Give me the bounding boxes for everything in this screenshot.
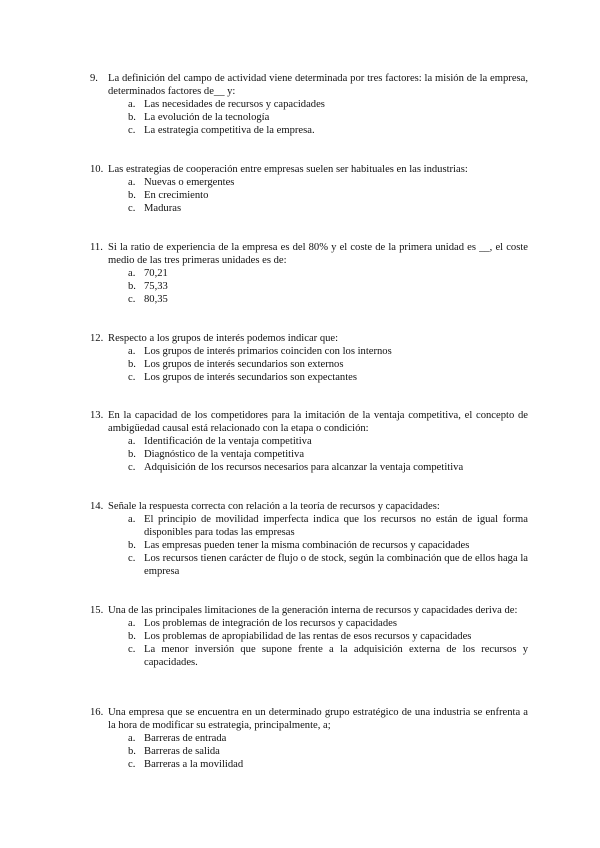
option-letter: a. [128, 346, 136, 357]
option-text: Nuevas o emergentes [144, 177, 235, 188]
question-number: 10. [90, 164, 104, 175]
option-b [90, 280, 528, 293]
option-list [90, 435, 528, 474]
option-letter: c. [128, 203, 136, 214]
question-text: Respecto a los grupos de interés podemos indicar que: [108, 333, 339, 344]
option-letter: a. [128, 436, 136, 447]
question-9 [90, 72, 528, 137]
question-number: 11. [90, 242, 103, 253]
option-a [90, 176, 528, 189]
option-list [90, 98, 528, 137]
option-a [90, 435, 528, 448]
question-number: 14. [90, 501, 104, 512]
option-c [90, 124, 528, 137]
option-letter: c. [128, 125, 136, 136]
option-text: Los problemas de apropiabilidad de las rentas de esos recursos y capacidades [144, 631, 472, 642]
option-text: Los grupos de interés primarios coinciden con los internos [144, 346, 392, 357]
question-text: Las estrategias de cooperación entre empresas suelen ser habituales en las industrias: [108, 164, 468, 175]
option-c [90, 202, 528, 215]
option-c [90, 643, 528, 669]
option-list [90, 267, 528, 306]
option-text: Adquisición de los recursos necesarios para alcanzar la ventaja competitiva [144, 462, 464, 473]
option-text: Maduras [144, 203, 182, 214]
question-text: Una de las principales limitaciones de la generación interna de recursos y capacidades deriva de: [108, 605, 518, 616]
option-text: 75,33 [144, 281, 168, 292]
option-list [90, 513, 528, 578]
option-letter: b. [128, 631, 136, 642]
option-text: 80,35 [144, 294, 168, 305]
option-b [90, 630, 528, 643]
option-text: Los grupos de interés secundarios son externos [144, 359, 344, 370]
question-text: Señale la respuesta correcta con relación a la teoría de recursos y capacidades: [108, 501, 440, 512]
option-letter: b. [128, 190, 136, 201]
option-list [90, 345, 528, 384]
question-number: 9. [90, 73, 98, 84]
option-c [90, 552, 528, 578]
option-text: Barreras de salida [144, 746, 220, 757]
option-text: Barreras a la movilidad [144, 759, 244, 770]
option-a [90, 98, 528, 111]
option-c [90, 758, 528, 771]
question-10 [90, 163, 528, 215]
option-letter: a. [128, 733, 136, 744]
option-text: La menor inversión que supone frente a la adquisición externa de los recursos y capacidades. [144, 644, 528, 668]
option-a [90, 732, 528, 745]
option-b [90, 111, 528, 124]
option-c [90, 293, 528, 306]
option-b [90, 358, 528, 371]
question-15 [90, 604, 528, 669]
option-a [90, 345, 528, 358]
question-11 [90, 241, 528, 306]
option-letter: a. [128, 177, 136, 188]
option-a [90, 267, 528, 280]
option-b [90, 448, 528, 461]
option-text: La evolución de la tecnología [144, 112, 270, 123]
option-text: Barreras de entrada [144, 733, 227, 744]
option-letter: a. [128, 514, 136, 525]
question-number: 15. [90, 605, 104, 616]
option-letter: b. [128, 112, 136, 123]
option-letter: c. [128, 462, 136, 473]
question-14 [90, 500, 528, 578]
option-letter: a. [128, 99, 136, 110]
option-text: Las necesidades de recursos y capacidades [144, 99, 325, 110]
option-letter: b. [128, 746, 136, 757]
option-text: Las empresas pueden tener la misma combinación de recursos y capacidades [144, 540, 470, 551]
option-letter: c. [128, 372, 136, 383]
option-c [90, 461, 528, 474]
question-number: 16. [90, 707, 104, 718]
option-text: El principio de movilidad imperfecta indica que los recursos no están de igual forma disponibles para todas las empresas [144, 514, 528, 538]
option-text: Los recursos tienen carácter de flujo o de stock, según la combinación que de ellos haga la empresa [144, 553, 528, 577]
option-a [90, 617, 528, 630]
question-16 [90, 706, 528, 771]
option-text: Identificación de la ventaja competitiva [144, 436, 312, 447]
option-list [90, 732, 528, 771]
option-c [90, 371, 528, 384]
question-number: 13. [90, 410, 104, 421]
option-text: Los grupos de interés secundarios son expectantes [144, 372, 357, 383]
question-number: 12. [90, 333, 104, 344]
option-letter: c. [128, 759, 136, 770]
option-text: 70,21 [144, 268, 168, 279]
option-letter: c. [128, 553, 136, 564]
option-b [90, 745, 528, 758]
option-letter: b. [128, 540, 136, 551]
option-letter: b. [128, 281, 136, 292]
option-text: En crecimiento [144, 190, 209, 201]
question-text: La definición del campo de actividad viene determinada por tres factores: la misión de la empresa, determinados factores de__ y: [108, 73, 528, 97]
question-13 [90, 409, 528, 474]
option-letter: c. [128, 294, 136, 305]
option-list [90, 617, 528, 669]
option-letter: a. [128, 268, 136, 279]
option-text: Diagnóstico de la ventaja competitiva [144, 449, 305, 460]
option-b [90, 539, 528, 552]
option-a [90, 513, 528, 539]
question-text: Una empresa que se encuentra en un determinado grupo estratégico de una industria se enfrenta a la hora de modificar su estrategia, principalmente, a; [108, 707, 528, 731]
option-b [90, 189, 528, 202]
option-letter: b. [128, 449, 136, 460]
option-letter: c. [128, 644, 136, 655]
question-text: En la capacidad de los competidores para la imitación de la ventaja competitiva, el concepto de ambigüedad causal está relacionado con la etapa o condición: [108, 410, 528, 434]
option-text: La estrategia competitiva de la empresa. [144, 125, 315, 136]
option-letter: a. [128, 618, 136, 629]
question-12 [90, 332, 528, 384]
option-letter: b. [128, 359, 136, 370]
question-text: Si la ratio de experiencia de la empresa es del 80% y el coste de la primera unidad es __, el coste medio de las tres primeras unidades es de: [108, 242, 528, 266]
option-list [90, 176, 528, 215]
option-text: Los problemas de integración de los recursos y capacidades [144, 618, 397, 629]
